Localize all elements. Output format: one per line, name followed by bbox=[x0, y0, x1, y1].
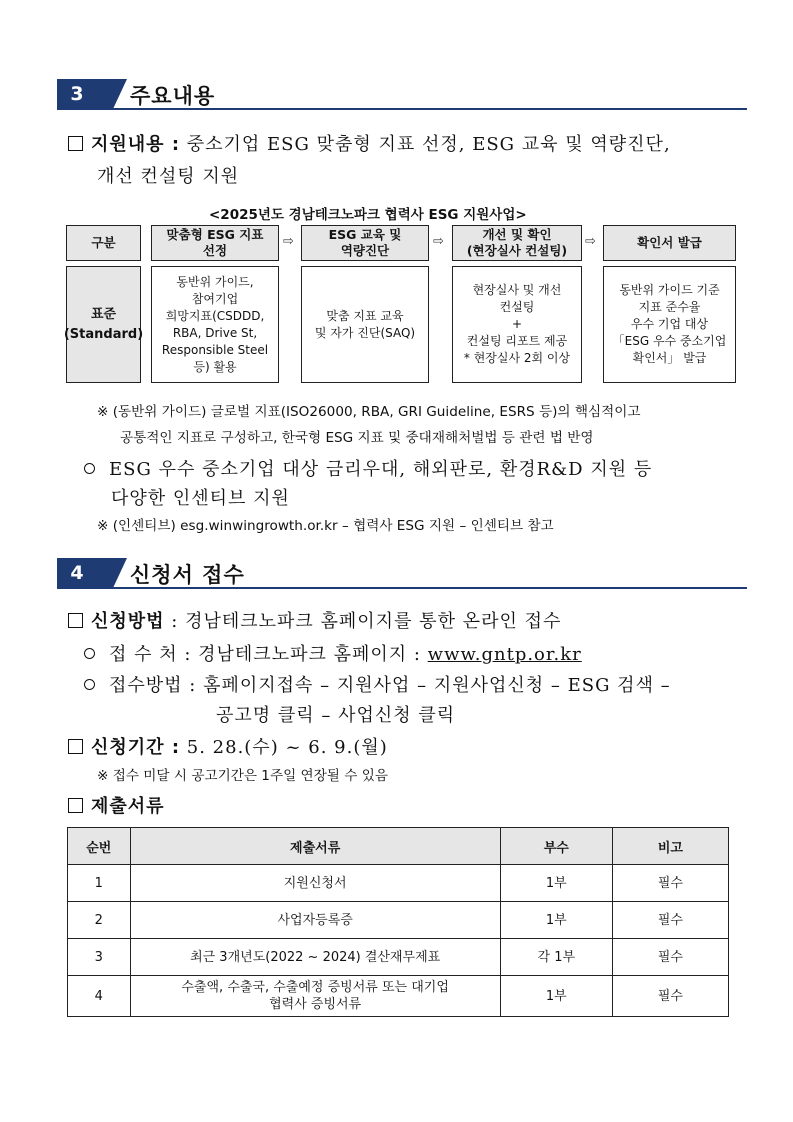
section-4-divider bbox=[57, 587, 747, 589]
incentive-line-2: 다양한 인센티브 지원 bbox=[111, 488, 290, 509]
note-guide-2: 공통적인 지표로 구성하고, 한국형 ESG 지표 및 중대재해처벌법 등 관련 법 반영 bbox=[120, 430, 594, 446]
docs-label: 제출서류 bbox=[91, 796, 165, 817]
diagram-header-step4: 확인서 발급 bbox=[603, 225, 736, 261]
table-header-cell: 비고 bbox=[612, 828, 728, 865]
table-cell: 각 1부 bbox=[500, 939, 612, 976]
table-header-cell: 제출서류 bbox=[130, 828, 500, 865]
table-cell: 필수 bbox=[612, 939, 728, 976]
section-3-divider bbox=[57, 108, 747, 110]
table-cell: 3 bbox=[68, 939, 131, 976]
apply-method-text: : 경남테크노파크 홈페이지를 통한 온라인 접수 bbox=[171, 611, 562, 632]
bullet-circle-icon bbox=[84, 463, 95, 474]
arrow-icon: ⇨ bbox=[585, 234, 596, 249]
table-row bbox=[68, 976, 729, 1017]
bullet-circle-icon bbox=[84, 648, 95, 659]
support-text-1: 중소기업 ESG 맞춤형 지표 선정, ESG 교육 및 역량진단, bbox=[186, 134, 671, 155]
apply-how-line: 접수방법 : 홈페이지접속 – 지원사업 – 지원사업신청 – ESG 검색 – bbox=[84, 671, 671, 697]
table-cell: 필수 bbox=[612, 865, 728, 902]
diagram-header-step2: ESG 교육 및 역량진단 bbox=[301, 225, 429, 261]
apply-period-label: 신청기간 : bbox=[91, 737, 181, 758]
table-cell: 1부 bbox=[500, 976, 612, 1017]
docs-line bbox=[68, 792, 165, 818]
table-cell: 사업자등록증 bbox=[130, 902, 500, 939]
diagram-cell-step3: 현장실사 및 개선 컨설팅 + 컨설팅 리포트 제공 * 현장실사 2회 이상 bbox=[452, 266, 582, 383]
diagram-header-category: 구분 bbox=[66, 225, 141, 261]
support-text-2: 개선 컨설팅 지원 bbox=[97, 166, 240, 187]
diagram-header-step1: 맞춤형 ESG 지표 선정 bbox=[151, 225, 279, 261]
diagram-cell-step2: 맞춤 지표 교육 및 자가 진단(SAQ) bbox=[301, 266, 429, 383]
table-cell: 필수 bbox=[612, 976, 728, 1017]
diagram-cell-step1: 동반위 가이드, 참여기업 희망지표(CSDDD, RBA, Drive St, Responsible Steel 등) 활용 bbox=[151, 266, 279, 383]
checkbox-icon bbox=[68, 798, 83, 813]
note-guide-1: ※ (동반위 가이드) 글로벌 지표(ISO26000, RBA, GRI Guideline, ESRS 등)의 핵심적이고 bbox=[97, 404, 641, 420]
section-3-badge bbox=[57, 79, 113, 109]
support-content-line bbox=[68, 130, 671, 156]
apply-place-line: 접 수 처 : 경남테크노파크 홈페이지 : www.gntp.or.kr bbox=[84, 640, 582, 666]
table-header-row bbox=[68, 828, 729, 865]
checkbox-icon bbox=[68, 136, 83, 151]
table-cell: 최근 3개년도(2022 ~ 2024) 결산재무제표 bbox=[130, 939, 500, 976]
table-cell: 수출액, 수출국, 수출예정 증빙서류 또는 대기업 협력사 증빙서류 bbox=[130, 976, 500, 1017]
table-cell: 1 bbox=[68, 865, 131, 902]
apply-period-note: ※ 접수 미달 시 공고기간은 1주일 연장될 수 있음 bbox=[97, 768, 388, 784]
table-header-cell: 부수 bbox=[500, 828, 612, 865]
table-row bbox=[68, 865, 729, 902]
table-cell: 2 bbox=[68, 902, 131, 939]
arrow-icon: ⇨ bbox=[283, 234, 294, 249]
diagram-title: <2025년도 경남테크노파크 협력사 ESG 지원사업> bbox=[209, 207, 527, 223]
apply-method-label: 신청방법 bbox=[91, 611, 165, 632]
table-cell: 필수 bbox=[612, 902, 728, 939]
apply-how-line-2: 공고명 클릭 – 사업신청 클릭 bbox=[216, 705, 456, 726]
arrow-icon: ⇨ bbox=[433, 234, 444, 249]
table-cell: 4 bbox=[68, 976, 131, 1017]
table-row bbox=[68, 902, 729, 939]
table-row bbox=[68, 939, 729, 976]
documents-table bbox=[67, 827, 729, 1017]
table-cell: 1부 bbox=[500, 865, 612, 902]
diagram-cell-step4: 동반위 가이드 기준 지표 준수율 우수 기업 대상 「ESG 우수 중소기업 확인서」 발급 bbox=[603, 266, 736, 383]
bullet-circle-icon bbox=[84, 679, 95, 690]
table-header-cell: 순번 bbox=[68, 828, 131, 865]
section-3-title: 주요내용 bbox=[130, 84, 216, 108]
apply-period-line bbox=[68, 733, 388, 759]
section-4-title: 신청서 접수 bbox=[130, 563, 245, 587]
diagram-row-label: 표준 (Standard) bbox=[66, 266, 141, 383]
support-label: 지원내용 : bbox=[91, 134, 181, 155]
homepage-link[interactable]: www.gntp.or.kr bbox=[427, 644, 582, 665]
table-cell: 1부 bbox=[500, 902, 612, 939]
apply-period-text: 5. 28.(수) ~ 6. 9.(월) bbox=[186, 737, 388, 758]
section-3-number: 3 bbox=[70, 83, 84, 105]
diagram-header-step3: 개선 및 확인 (현장실사 컨설팅) bbox=[452, 225, 582, 261]
section-4-badge bbox=[57, 558, 113, 588]
checkbox-icon bbox=[68, 613, 83, 628]
table-cell: 지원신청서 bbox=[130, 865, 500, 902]
apply-method-line bbox=[68, 607, 561, 633]
incentive-line-1: ESG 우수 중소기업 대상 금리우대, 해외판로, 환경R&D 지원 등 bbox=[84, 455, 652, 481]
checkbox-icon bbox=[68, 739, 83, 754]
section-4-number: 4 bbox=[70, 562, 84, 584]
note-incentive: ※ (인센티브) esg.winwingrowth.or.kr – 협력사 ESG 지원 – 인센티브 참고 bbox=[97, 518, 554, 534]
